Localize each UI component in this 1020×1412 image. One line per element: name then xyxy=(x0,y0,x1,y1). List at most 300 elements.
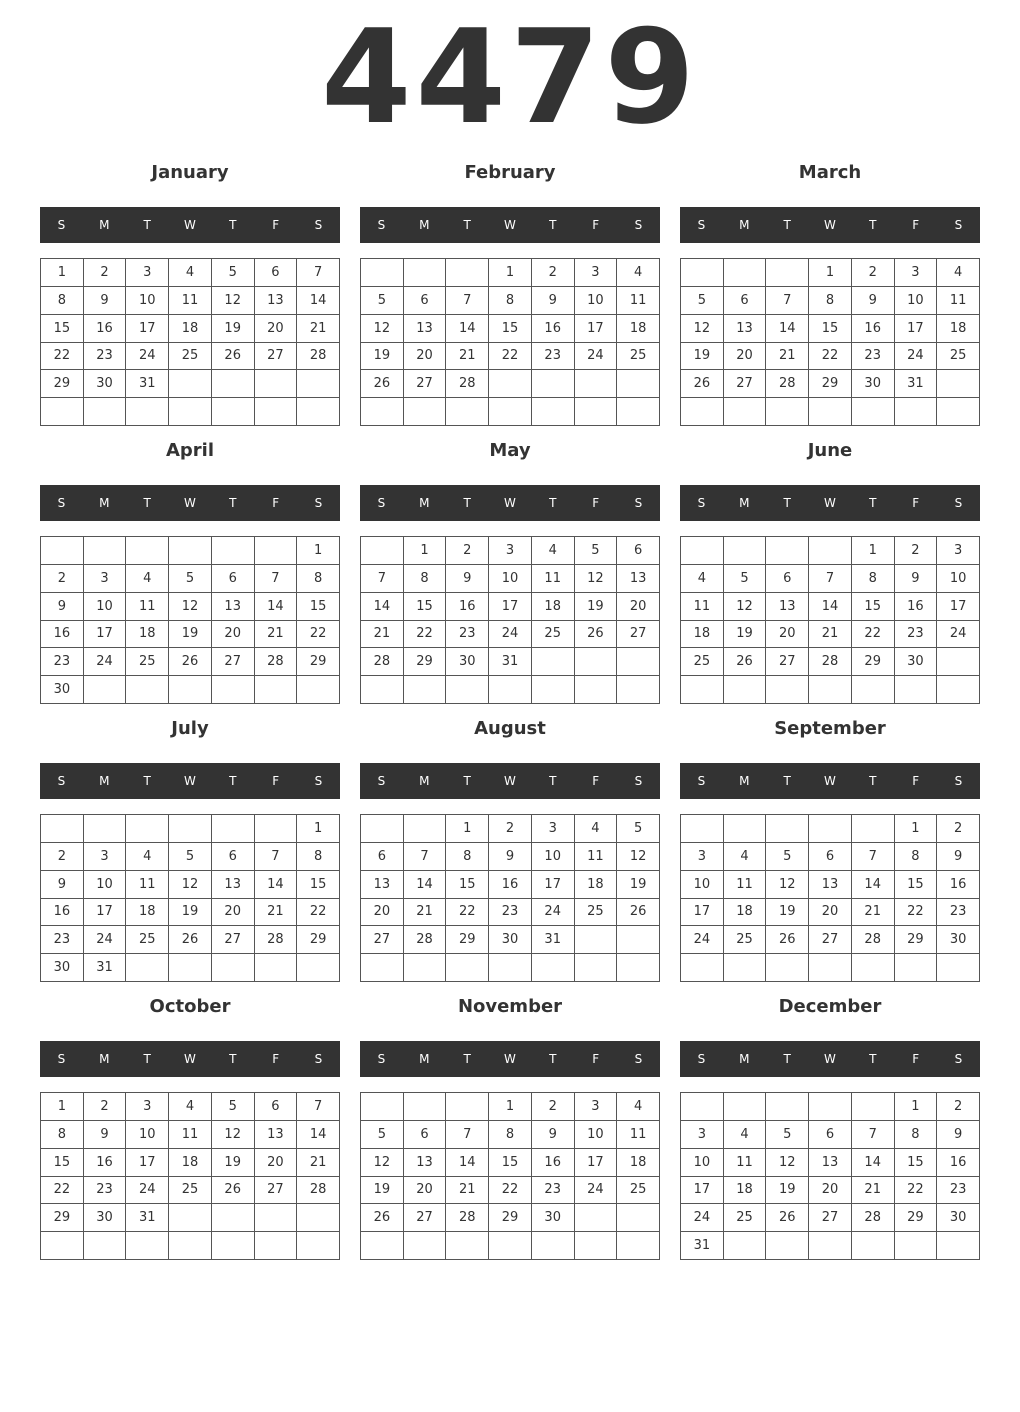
day-grid xyxy=(680,1092,980,1260)
empty-day-cell xyxy=(489,370,532,398)
day-cell: 7 xyxy=(446,1121,489,1149)
empty-day-cell xyxy=(361,259,404,287)
day-cell: 12 xyxy=(361,1149,404,1177)
weekday-label: F xyxy=(912,774,920,788)
day-cell: 20 xyxy=(361,899,404,927)
day-cell: 4 xyxy=(575,815,618,843)
empty-day-cell xyxy=(809,537,852,565)
empty-day-cell xyxy=(41,537,84,565)
day-cell: 10 xyxy=(126,287,169,315)
day-cell: 19 xyxy=(724,621,767,649)
day-cell: 9 xyxy=(41,871,84,899)
day-cell: 16 xyxy=(489,871,532,899)
day-cell: 29 xyxy=(404,648,447,676)
empty-day-cell xyxy=(297,1232,340,1260)
day-cell: 6 xyxy=(255,259,298,287)
empty-day-cell xyxy=(766,1093,809,1121)
weekday-label: M xyxy=(99,774,110,788)
empty-day-cell xyxy=(617,954,660,982)
weekday-label: T xyxy=(783,774,791,788)
day-cell: 19 xyxy=(212,1149,255,1177)
day-cell: 19 xyxy=(766,899,809,927)
weekday-header xyxy=(40,485,340,521)
day-cell: 4 xyxy=(937,259,980,287)
day-cell: 13 xyxy=(212,871,255,899)
empty-day-cell xyxy=(446,1232,489,1260)
day-cell: 27 xyxy=(404,370,447,398)
weekday-label: S xyxy=(377,774,386,788)
day-cell: 23 xyxy=(532,1177,575,1205)
day-cell: 10 xyxy=(937,565,980,593)
day-cell: 3 xyxy=(895,259,938,287)
weekday-label: W xyxy=(184,1052,196,1066)
day-cell: 6 xyxy=(255,1093,298,1121)
weekday-label: T xyxy=(229,774,237,788)
weekday-label: M xyxy=(99,496,110,510)
day-cell: 13 xyxy=(809,1149,852,1177)
empty-day-cell xyxy=(84,398,127,426)
empty-day-cell xyxy=(126,1232,169,1260)
empty-day-cell xyxy=(446,1093,489,1121)
empty-day-cell xyxy=(126,954,169,982)
day-cell: 15 xyxy=(895,871,938,899)
day-cell: 19 xyxy=(766,1177,809,1205)
day-cell: 2 xyxy=(446,537,489,565)
weekday-label: S xyxy=(314,1052,323,1066)
day-cell: 1 xyxy=(489,1093,532,1121)
day-cell: 2 xyxy=(937,1093,980,1121)
empty-day-cell xyxy=(681,537,724,565)
day-cell: 17 xyxy=(126,315,169,343)
empty-day-cell xyxy=(852,676,895,704)
weekday-label: T xyxy=(869,218,877,232)
day-cell: 16 xyxy=(895,593,938,621)
weekday-label: S xyxy=(57,774,66,788)
day-cell: 9 xyxy=(937,1121,980,1149)
day-cell: 11 xyxy=(617,287,660,315)
day-cell: 3 xyxy=(489,537,532,565)
day-cell: 25 xyxy=(724,926,767,954)
empty-day-cell xyxy=(361,1232,404,1260)
day-cell: 3 xyxy=(84,565,127,593)
weekday-label: S xyxy=(314,774,323,788)
day-cell: 18 xyxy=(532,593,575,621)
day-cell: 28 xyxy=(446,370,489,398)
day-cell: 17 xyxy=(84,899,127,927)
day-cell: 11 xyxy=(617,1121,660,1149)
day-cell: 21 xyxy=(361,621,404,649)
day-cell: 29 xyxy=(297,648,340,676)
day-cell: 27 xyxy=(617,621,660,649)
weekday-label: M xyxy=(99,1052,110,1066)
weekday-label: T xyxy=(463,1052,471,1066)
empty-day-cell xyxy=(169,815,212,843)
empty-day-cell xyxy=(575,954,618,982)
day-cell: 15 xyxy=(895,1149,938,1177)
month-name: October xyxy=(149,996,231,1017)
empty-day-cell xyxy=(937,370,980,398)
empty-day-cell xyxy=(489,398,532,426)
month-name: May xyxy=(489,440,531,461)
day-cell: 22 xyxy=(41,343,84,371)
empty-day-cell xyxy=(255,537,298,565)
day-cell: 21 xyxy=(297,315,340,343)
empty-day-cell xyxy=(937,1232,980,1260)
weekday-label: W xyxy=(824,774,836,788)
day-cell: 26 xyxy=(361,1204,404,1232)
weekday-header xyxy=(680,207,980,243)
empty-day-cell xyxy=(297,398,340,426)
month-name: June xyxy=(807,440,853,461)
weekday-label: T xyxy=(143,218,151,232)
day-cell: 15 xyxy=(489,315,532,343)
day-cell: 7 xyxy=(852,1121,895,1149)
day-cell: 2 xyxy=(532,259,575,287)
day-grid xyxy=(360,536,660,704)
weekday-label: W xyxy=(184,218,196,232)
weekday-label: T xyxy=(463,774,471,788)
day-cell: 28 xyxy=(361,648,404,676)
day-cell: 1 xyxy=(41,1093,84,1121)
weekday-label: F xyxy=(272,496,280,510)
day-grid xyxy=(40,814,340,982)
day-cell: 17 xyxy=(575,315,618,343)
empty-day-cell xyxy=(895,1232,938,1260)
day-cell: 11 xyxy=(126,593,169,621)
day-cell: 14 xyxy=(361,593,404,621)
day-cell: 1 xyxy=(852,537,895,565)
empty-day-cell xyxy=(575,1204,618,1232)
day-cell: 22 xyxy=(446,899,489,927)
day-cell: 30 xyxy=(41,954,84,982)
empty-day-cell xyxy=(937,676,980,704)
day-cell: 24 xyxy=(126,1177,169,1205)
day-cell: 26 xyxy=(361,370,404,398)
day-cell: 31 xyxy=(532,926,575,954)
empty-day-cell xyxy=(41,398,84,426)
weekday-header xyxy=(360,207,660,243)
empty-day-cell xyxy=(724,676,767,704)
day-cell: 13 xyxy=(404,1149,447,1177)
day-cell: 22 xyxy=(489,1177,532,1205)
day-cell: 10 xyxy=(681,1149,724,1177)
weekday-label: T xyxy=(549,774,557,788)
day-cell: 5 xyxy=(361,1121,404,1149)
weekday-label: S xyxy=(57,496,66,510)
empty-day-cell xyxy=(766,954,809,982)
empty-day-cell xyxy=(489,676,532,704)
weekday-label: T xyxy=(549,218,557,232)
empty-day-cell xyxy=(169,676,212,704)
day-cell: 6 xyxy=(212,843,255,871)
weekday-header xyxy=(680,763,980,799)
day-cell: 9 xyxy=(446,565,489,593)
day-cell: 17 xyxy=(84,621,127,649)
day-cell: 29 xyxy=(297,926,340,954)
day-cell: 10 xyxy=(575,1121,618,1149)
empty-day-cell xyxy=(681,676,724,704)
day-cell: 14 xyxy=(297,1121,340,1149)
day-cell: 1 xyxy=(41,259,84,287)
day-cell: 19 xyxy=(361,1177,404,1205)
day-cell: 11 xyxy=(169,1121,212,1149)
empty-day-cell xyxy=(532,676,575,704)
day-cell: 8 xyxy=(297,843,340,871)
day-grid xyxy=(40,258,340,426)
day-cell: 19 xyxy=(575,593,618,621)
empty-day-cell xyxy=(852,398,895,426)
empty-day-cell xyxy=(766,537,809,565)
day-cell: 4 xyxy=(169,1093,212,1121)
day-cell: 30 xyxy=(446,648,489,676)
weekday-label: S xyxy=(954,1052,963,1066)
day-cell: 28 xyxy=(446,1204,489,1232)
day-cell: 17 xyxy=(126,1149,169,1177)
day-cell: 17 xyxy=(937,593,980,621)
day-cell: 28 xyxy=(852,926,895,954)
empty-day-cell xyxy=(724,1232,767,1260)
day-cell: 7 xyxy=(446,287,489,315)
day-cell: 21 xyxy=(852,899,895,927)
day-cell: 29 xyxy=(895,1204,938,1232)
day-cell: 14 xyxy=(255,871,298,899)
day-cell: 30 xyxy=(84,1204,127,1232)
weekday-label: S xyxy=(377,1052,386,1066)
day-cell: 13 xyxy=(617,565,660,593)
day-cell: 16 xyxy=(41,899,84,927)
year-title: 4479 xyxy=(321,1,699,153)
month-name: November xyxy=(457,996,563,1017)
day-cell: 8 xyxy=(895,843,938,871)
day-cell: 14 xyxy=(404,871,447,899)
day-cell: 16 xyxy=(532,315,575,343)
day-cell: 12 xyxy=(766,1149,809,1177)
day-cell: 27 xyxy=(255,1177,298,1205)
day-cell: 28 xyxy=(297,343,340,371)
day-cell: 25 xyxy=(169,343,212,371)
day-cell: 27 xyxy=(766,648,809,676)
empty-day-cell xyxy=(766,676,809,704)
day-cell: 20 xyxy=(212,621,255,649)
day-cell: 16 xyxy=(937,1149,980,1177)
weekday-label: W xyxy=(824,496,836,510)
day-cell: 4 xyxy=(532,537,575,565)
empty-day-cell xyxy=(361,537,404,565)
day-cell: 1 xyxy=(297,537,340,565)
day-cell: 31 xyxy=(681,1232,724,1260)
day-cell: 28 xyxy=(809,648,852,676)
day-cell: 6 xyxy=(404,287,447,315)
day-cell: 6 xyxy=(212,565,255,593)
day-cell: 6 xyxy=(724,287,767,315)
day-cell: 20 xyxy=(809,1177,852,1205)
day-cell: 20 xyxy=(404,343,447,371)
weekday-label: W xyxy=(504,496,516,510)
weekday-label: T xyxy=(143,774,151,788)
empty-day-cell xyxy=(617,1204,660,1232)
day-cell: 15 xyxy=(297,593,340,621)
month-name: April xyxy=(165,440,215,461)
empty-day-cell xyxy=(575,1232,618,1260)
day-cell: 12 xyxy=(766,871,809,899)
empty-day-cell xyxy=(809,676,852,704)
empty-day-cell xyxy=(169,1232,212,1260)
day-cell: 2 xyxy=(41,843,84,871)
empty-day-cell xyxy=(809,1232,852,1260)
day-grid xyxy=(40,536,340,704)
weekday-label: F xyxy=(592,774,600,788)
day-cell: 26 xyxy=(766,1204,809,1232)
weekday-label: S xyxy=(314,496,323,510)
empty-day-cell xyxy=(361,815,404,843)
day-cell: 21 xyxy=(404,899,447,927)
day-cell: 17 xyxy=(895,315,938,343)
day-cell: 11 xyxy=(681,593,724,621)
month-name: January xyxy=(151,162,229,183)
day-cell: 15 xyxy=(41,1149,84,1177)
day-cell: 25 xyxy=(617,343,660,371)
day-cell: 21 xyxy=(255,899,298,927)
day-cell: 15 xyxy=(446,871,489,899)
day-cell: 4 xyxy=(617,1093,660,1121)
weekday-label: W xyxy=(504,218,516,232)
empty-day-cell xyxy=(84,1232,127,1260)
day-cell: 6 xyxy=(809,843,852,871)
weekday-label: T xyxy=(463,496,471,510)
weekday-label: S xyxy=(634,1052,643,1066)
empty-day-cell xyxy=(575,648,618,676)
day-grid xyxy=(680,258,980,426)
day-cell: 21 xyxy=(255,621,298,649)
day-cell: 4 xyxy=(126,565,169,593)
empty-day-cell xyxy=(852,1093,895,1121)
day-cell: 20 xyxy=(766,621,809,649)
day-cell: 14 xyxy=(809,593,852,621)
day-cell: 10 xyxy=(575,287,618,315)
weekday-label: T xyxy=(783,496,791,510)
empty-day-cell xyxy=(446,259,489,287)
day-cell: 23 xyxy=(852,343,895,371)
day-cell: 8 xyxy=(297,565,340,593)
day-cell: 13 xyxy=(255,287,298,315)
day-cell: 28 xyxy=(297,1177,340,1205)
empty-day-cell xyxy=(404,259,447,287)
day-cell: 14 xyxy=(446,1149,489,1177)
empty-day-cell xyxy=(766,259,809,287)
day-cell: 30 xyxy=(84,370,127,398)
empty-day-cell xyxy=(212,537,255,565)
day-cell: 25 xyxy=(681,648,724,676)
day-cell: 20 xyxy=(255,315,298,343)
day-cell: 22 xyxy=(297,899,340,927)
day-cell: 10 xyxy=(895,287,938,315)
day-cell: 5 xyxy=(766,1121,809,1149)
day-cell: 22 xyxy=(41,1177,84,1205)
empty-day-cell xyxy=(297,1204,340,1232)
day-cell: 9 xyxy=(532,1121,575,1149)
day-cell: 27 xyxy=(212,926,255,954)
day-cell: 24 xyxy=(895,343,938,371)
day-cell: 17 xyxy=(681,1177,724,1205)
month-name: December xyxy=(778,996,882,1017)
day-cell: 7 xyxy=(361,565,404,593)
empty-day-cell xyxy=(297,370,340,398)
empty-day-cell xyxy=(212,1204,255,1232)
day-cell: 13 xyxy=(212,593,255,621)
day-cell: 31 xyxy=(895,370,938,398)
weekday-header xyxy=(360,485,660,521)
day-cell: 7 xyxy=(297,259,340,287)
day-cell: 20 xyxy=(617,593,660,621)
day-cell: 28 xyxy=(766,370,809,398)
weekday-label: T xyxy=(869,1052,877,1066)
day-cell: 14 xyxy=(446,315,489,343)
day-cell: 3 xyxy=(126,259,169,287)
day-cell: 5 xyxy=(766,843,809,871)
day-cell: 18 xyxy=(126,621,169,649)
day-cell: 2 xyxy=(852,259,895,287)
day-cell: 24 xyxy=(84,926,127,954)
day-cell: 27 xyxy=(255,343,298,371)
weekday-label: W xyxy=(504,774,516,788)
empty-day-cell xyxy=(126,398,169,426)
empty-day-cell xyxy=(489,1232,532,1260)
day-cell: 24 xyxy=(575,343,618,371)
day-cell: 6 xyxy=(809,1121,852,1149)
day-cell: 5 xyxy=(724,565,767,593)
empty-day-cell xyxy=(489,954,532,982)
day-cell: 31 xyxy=(84,954,127,982)
empty-day-cell xyxy=(766,1232,809,1260)
day-cell: 30 xyxy=(489,926,532,954)
day-cell: 15 xyxy=(809,315,852,343)
weekday-header xyxy=(360,1041,660,1077)
weekday-label: T xyxy=(463,218,471,232)
day-cell: 24 xyxy=(575,1177,618,1205)
day-cell: 27 xyxy=(809,1204,852,1232)
weekday-label: T xyxy=(229,496,237,510)
day-cell: 8 xyxy=(404,565,447,593)
day-cell: 25 xyxy=(617,1177,660,1205)
day-cell: 7 xyxy=(809,565,852,593)
empty-day-cell xyxy=(169,954,212,982)
day-cell: 3 xyxy=(126,1093,169,1121)
empty-day-cell xyxy=(532,398,575,426)
empty-day-cell xyxy=(809,954,852,982)
day-cell: 12 xyxy=(724,593,767,621)
empty-day-cell xyxy=(169,370,212,398)
day-cell: 23 xyxy=(532,343,575,371)
day-cell: 7 xyxy=(255,843,298,871)
day-cell: 26 xyxy=(617,899,660,927)
empty-day-cell xyxy=(809,1093,852,1121)
empty-day-cell xyxy=(126,815,169,843)
weekday-label: W xyxy=(824,218,836,232)
day-cell: 3 xyxy=(681,843,724,871)
weekday-label: S xyxy=(697,1052,706,1066)
day-cell: 14 xyxy=(255,593,298,621)
day-cell: 24 xyxy=(84,648,127,676)
day-cell: 24 xyxy=(489,621,532,649)
weekday-label: F xyxy=(912,1052,920,1066)
empty-day-cell xyxy=(255,815,298,843)
day-cell: 27 xyxy=(212,648,255,676)
day-cell: 30 xyxy=(937,1204,980,1232)
day-cell: 3 xyxy=(532,815,575,843)
empty-day-cell xyxy=(404,815,447,843)
empty-day-cell xyxy=(212,398,255,426)
day-cell: 18 xyxy=(681,621,724,649)
